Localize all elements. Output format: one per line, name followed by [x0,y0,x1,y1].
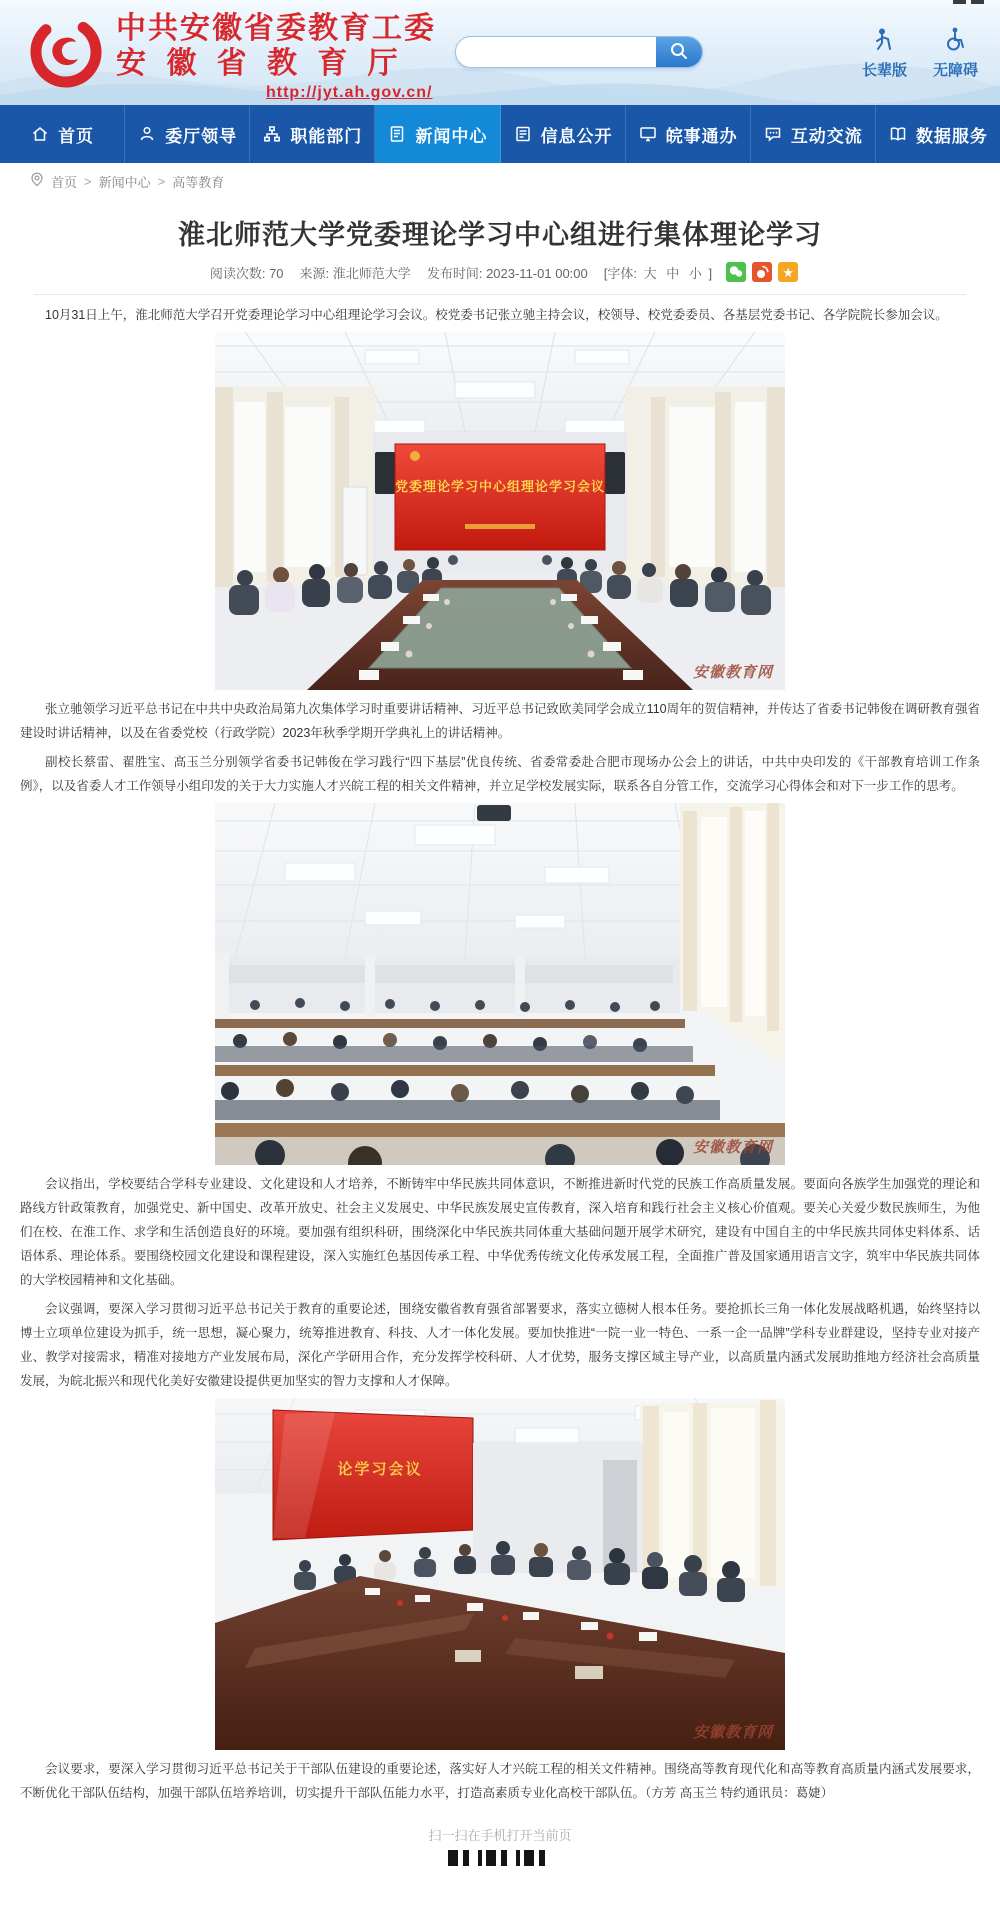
search-button[interactable] [656,37,702,67]
accessibility-label: 无障碍 [932,62,978,79]
search-icon [669,41,689,64]
article-paragraph: 10月31日上午，淮北师范大学召开党委理论学习中心组理论学习会议。校党委书记张立驰主持会议，校领导、校党委委员、各基层党委书记、各学院院长参加会议。 [45,308,948,322]
book-icon [888,124,908,144]
news-icon [387,124,407,144]
wheelchair-icon [942,26,968,56]
nav-label: 新闻中心 [415,126,488,146]
elder-version-button[interactable] [862,26,907,80]
site-logo[interactable] [26,12,436,102]
quick-access [862,26,978,80]
scan-tip: 扫一扫在手机打开当前页 [428,1828,572,1843]
tab-online-services[interactable] [626,105,751,163]
publish-time: 2023-11-01 00:00 [486,265,588,281]
site-header [0,0,1000,105]
views-group: 阅读次数: 70 [209,265,284,281]
tab-data-services[interactable] [876,105,1000,163]
breadcrumb-separator: > [157,173,166,189]
nav-label: 互动交流 [790,126,863,146]
article-meta [20,262,980,282]
breadcrumb [0,163,1000,199]
meta-divider [34,294,966,295]
share-weibo-icon[interactable] [752,262,772,282]
breadcrumb-news-center[interactable]: 新闻中心 [98,174,151,190]
clipped-corner-artifact [953,0,984,4]
nav-label: 皖事通办 [665,126,738,146]
site-name [116,12,436,102]
person-icon [137,124,157,144]
photo-watermark: 安徽教育网 [692,1724,773,1741]
views-count: 70 [269,265,284,281]
monitor-icon [638,124,658,144]
photo-watermark: 安徽教育网 [692,664,773,681]
breadcrumb-separator: > [84,173,92,189]
nav-label: 首页 [58,126,95,146]
tab-departments[interactable] [250,105,375,163]
tab-home[interactable] [0,105,125,163]
photo-banner-text: 党委理论学习中心组理论学习会议 [395,479,606,494]
article-paragraph: 副校长蔡雷、翟胜宝、高玉兰分别领学省委书记韩俊在学习践行“四下基层”优良传统、省委常委赴合肥市现场办公会上的讲话，中共中央印发的《干部教育培训工作条例》，以及省委人才工作领导小组印发的关于大力实施人才兴皖工程的相关文件精神，并立足学校发展实际，联系各自分管工作，交流学习心得体会和对下一步工作的思考。 [20,755,980,793]
org-chart-icon [262,124,282,144]
home-icon [30,124,50,144]
font-size-medium[interactable]: 中 [666,265,680,281]
page-title: 淮北师范大学党委理论学习中心组进行集体理论学习 [178,220,822,250]
publish-group: 发布时间: 2023-11-01 00:00 [426,265,588,281]
article-paragraph: 张立驰领学习近平总书记在中共中央政治局第九次集体学习时重要讲话精神、习近平总书记致欧美同学会成立110周年的贺信精神，并传达了省委书记韩俊在调研教育强省建设时讲话精神，以及在省委党校（行政学院）2023年秋季学期开学典礼上的讲话精神。 [20,702,980,740]
search-input[interactable] [456,37,656,67]
location-pin-icon [30,172,44,190]
font-size-group: [字体: 大 中 小 ] [603,265,713,281]
org-name-line1: 中共安徽省委教育工委 [116,12,436,45]
source-group: 来源: 淮北师范大学 [299,265,411,281]
search-bar [455,36,703,68]
article-photo-meeting-angle [215,1398,785,1750]
qr-code [448,1850,552,1866]
main-nav [0,105,1000,163]
tab-interaction[interactable] [751,105,876,163]
article-paragraph: 会议指出，学校要结合学科专业建设、文化建设和人才培养，不断铸牢中华民族共同体意识，不断推进新时代党的民族工作高质量发展。要面向各族学生加强党的理论和路线方针政策教育，加强党史、新中国史、改革开放史、社会主义发展史、中华民族发展史宣传教育，深入培育和践行社会主义核心价值观。要关心关爱少数民族师生，为他们在校、在淮工作、求学和生活创造良好的环境。要加强有组织科研，围绕深化中华民族共同体重大基础问题开展学术研究，建设有中国自主的中华民族共同体史料体系、话语体系、理论体系。要围绕校园文化建设和课程建设，深入实施红色基因传承工程、中华优秀传统文化传承发展工程，全面推广普及国家通用语言文字，筑牢中华民族共同体的大学校园精神和文化基础。 [20,1177,980,1287]
document-icon [513,124,533,144]
article [0,213,1000,1866]
tab-news-center[interactable] [375,105,500,163]
article-photo-meeting-room [215,332,785,690]
tab-info-disclosure[interactable] [501,105,626,163]
photo-watermark: 安徽教育网 [692,1139,773,1156]
site-url: http://jyt.ah.gov.cn/ [266,84,433,101]
breadcrumb-home[interactable]: 首页 [51,174,78,190]
nav-label: 委厅领导 [165,126,238,146]
nav-label: 职能部门 [290,126,363,146]
chat-icon [763,124,783,144]
photo-banner-fragment: 论学习会议 [337,1461,423,1478]
article-photo-classroom [215,803,785,1165]
elder-person-icon [871,26,897,56]
source-value: 淮北师范大学 [332,265,411,281]
breadcrumb-current: 高等教育 [172,174,225,190]
article-paragraph: 会议要求，要深入学习贯彻习近平总书记关于干部队伍建设的重要论述，落实好人才兴皖工程的相关文件精神。围绕高等教育现代化和高等教育高质量内涵式发展要求，不断优化干部队伍结构，加强干部队伍培养培训，切实提升干部队伍能力水平，打造高素质专业化高校干部队伍。（方芳 高玉兰 特约通讯员：葛婕） [20,1762,980,1800]
font-size-large[interactable]: 大 [643,265,657,281]
nav-label: 信息公开 [540,126,613,146]
nav-label: 数据服务 [915,126,988,146]
share-wechat-icon[interactable] [726,262,746,282]
font-size-small[interactable]: 小 [688,265,702,281]
logo-emblem-icon [26,12,106,102]
tab-leaders[interactable] [125,105,250,163]
accessibility-button[interactable] [933,26,978,80]
elder-version-label: 长辈版 [861,62,907,79]
share-favorite-icon[interactable]: ★ [778,262,798,282]
article-paragraph: 会议强调，要深入学习贯彻习近平总书记关于教育的重要论述，围绕安徽省教育强省部署要求，落实立德树人根本任务。要抢抓长三角一体化发展战略机遇，始终坚持以博士立项单位建设为抓手，统一思想，凝心聚力，统筹推进教育、科技、人才一体化发展。要加快推进“一院一业一特色、一系一企一品牌”学科专业群建设，坚持专业对接产业、教学对接需求，精准对接地方产业发展布局，深化产学研用合作，充分发挥学校科研、人才优势，服务支撑区域主导产业，以高质量内涵式发展助推地方经济社会高质量发展，为皖北振兴和现代化美好安徽建设提供更加坚实的智力支撑和人才保障。 [20,1302,980,1388]
org-name-line2: 安 徽 省 教 育 厅 [116,47,404,80]
